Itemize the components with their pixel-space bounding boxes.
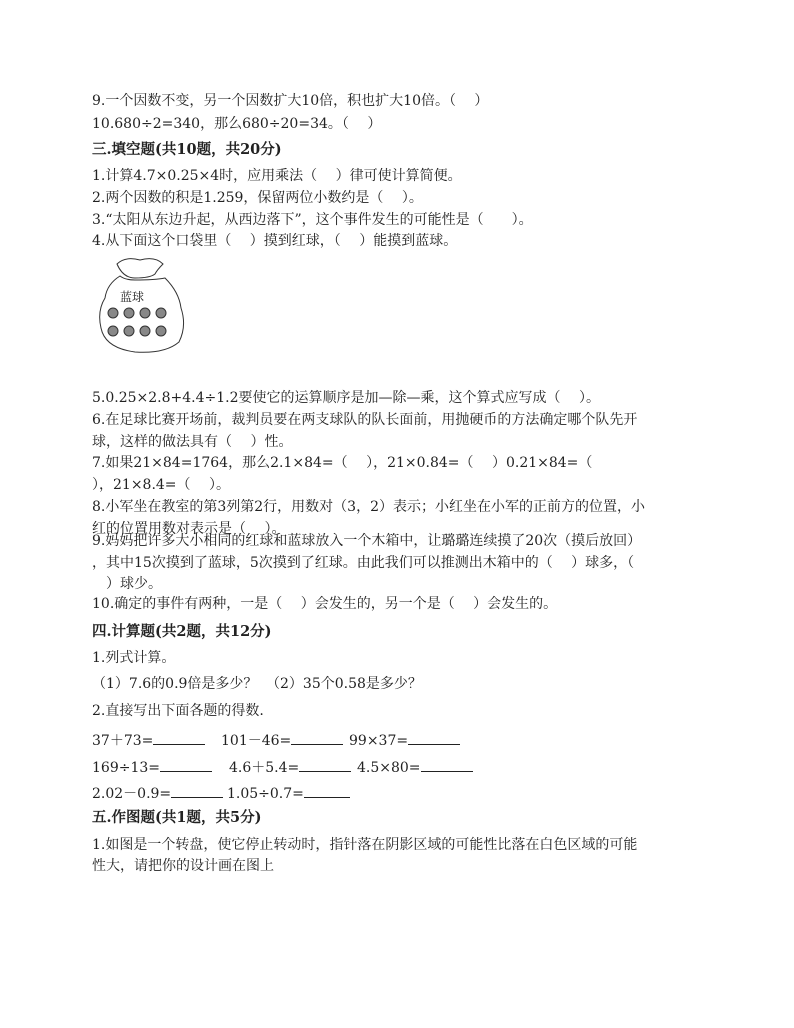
draw-q1-line2: 性大，请把你的设计画在图上: [92, 858, 274, 874]
fill-q9-line2: ，其中15次摸到了蓝球，5次摸到了红球。由此我们可以推测出木箱中的（ ）球多，（: [92, 555, 635, 571]
fill-q3: 3.“太阳从东边升起，从西边落下”，这个事件发生的可能性是（ ）。: [92, 212, 533, 228]
fill-q7-line2: ），21×8.4=（ ）。: [92, 477, 230, 493]
expression: 4.6＋5.4=: [229, 760, 300, 776]
fill-q4: 4.从下面这个口袋里（ ）摸到红球，（ ）能摸到蓝球。: [92, 233, 458, 249]
expression: 169÷13=: [92, 760, 160, 776]
ball-bag-image: [95, 256, 190, 360]
expression: 37＋73=: [92, 733, 154, 749]
section-calc-heading: 四.计算题(共2题，共12分): [92, 623, 272, 640]
calc-q1: 1.列式计算。: [92, 650, 176, 666]
fill-q6-line2: 球，这样的做法具有（ ）性。: [92, 434, 293, 450]
fill-q1: 1.计算4.7×0.25×4时，应用乘法（ ）律可使计算简便。: [92, 168, 462, 184]
fill-q9-line1: 9.妈妈把许多大小相同的红球和蓝球放入一个木箱中，让璐璐连续摸了20次（摸后放回）: [92, 533, 642, 549]
answer-blank[interactable]: [291, 730, 343, 745]
bag-label: 蓝球: [120, 290, 145, 304]
calc-item: [92, 730, 205, 750]
expression: 99×37=: [349, 733, 409, 749]
draw-q1-line1: 1.如图是一个转盘，使它停止转动时，指针落在阴影区域的可能性比落在白色区域的可能: [92, 837, 638, 853]
calc-q1a: （1）7.6的0.9倍是多少？: [92, 676, 258, 692]
answer-blank[interactable]: [153, 730, 205, 745]
calc-item: [227, 783, 350, 803]
calc-q2: 2.直接写出下面各题的得数.: [92, 703, 264, 719]
fill-q2: 2.两个因数的积是1.259，保留两位小数约是（ ）。: [92, 190, 423, 206]
fill-q8-line1: 8.小军坐在教室的第3列第2行，用数对（3，2）表示；小红坐在小军的正前方的位置，小: [92, 499, 645, 515]
answer-blank[interactable]: [171, 783, 223, 798]
answer-blank[interactable]: [304, 783, 350, 798]
fill-q5: 5.0.25×2.8+4.4÷1.2要使它的运算顺序是加—除—乘，这个算式应写成（ ）。: [92, 390, 600, 406]
section-fill-heading: 三.填空题(共10题，共20分): [92, 141, 282, 158]
answer-blank[interactable]: [408, 730, 460, 745]
fill-q10: 10.确定的事件有两种，一是（ ）会发生的，另一个是（ ）会发生的。: [92, 596, 558, 612]
expression: 2.02－0.9=: [92, 786, 172, 802]
answer-blank[interactable]: [421, 757, 473, 772]
answer-blank[interactable]: [160, 757, 212, 772]
expression: 1.05÷0.7=: [227, 786, 304, 802]
calc-item: [221, 730, 343, 750]
section-draw-heading: 五.作图题(共1题，共5分): [92, 809, 262, 826]
calc-item: [229, 757, 351, 777]
fill-q8-line2: 红的位置用数对表示是（ ）。: [92, 521, 286, 537]
calc-item: [357, 757, 473, 777]
calc-q1b: （2）35个0.58是多少？: [266, 676, 422, 692]
expression: 4.5×80=: [357, 760, 421, 776]
judge-q9: 9.一个因数不变，另一个因数扩大10倍，积也扩大10倍。（ ）: [92, 93, 489, 109]
calc-item: [92, 783, 223, 803]
fill-q7-line1: 7.如果21×84=1764，那么2.1×84=（ ），21×0.84=（ ）0.21×84=（: [92, 455, 593, 471]
answer-blank[interactable]: [299, 757, 351, 772]
fill-q9-line3: ）球少。: [92, 576, 162, 592]
calc-item: [349, 730, 460, 750]
calc-item: [92, 757, 212, 777]
fill-q6-line1: 6.在足球比赛开场前，裁判员要在两支球队的队长面前，用抛硬币的方法确定哪个队先开: [92, 412, 638, 428]
judge-q10: 10.680÷2=340，那么680÷20=34。（ ）: [92, 116, 382, 132]
expression: 101－46=: [221, 733, 292, 749]
